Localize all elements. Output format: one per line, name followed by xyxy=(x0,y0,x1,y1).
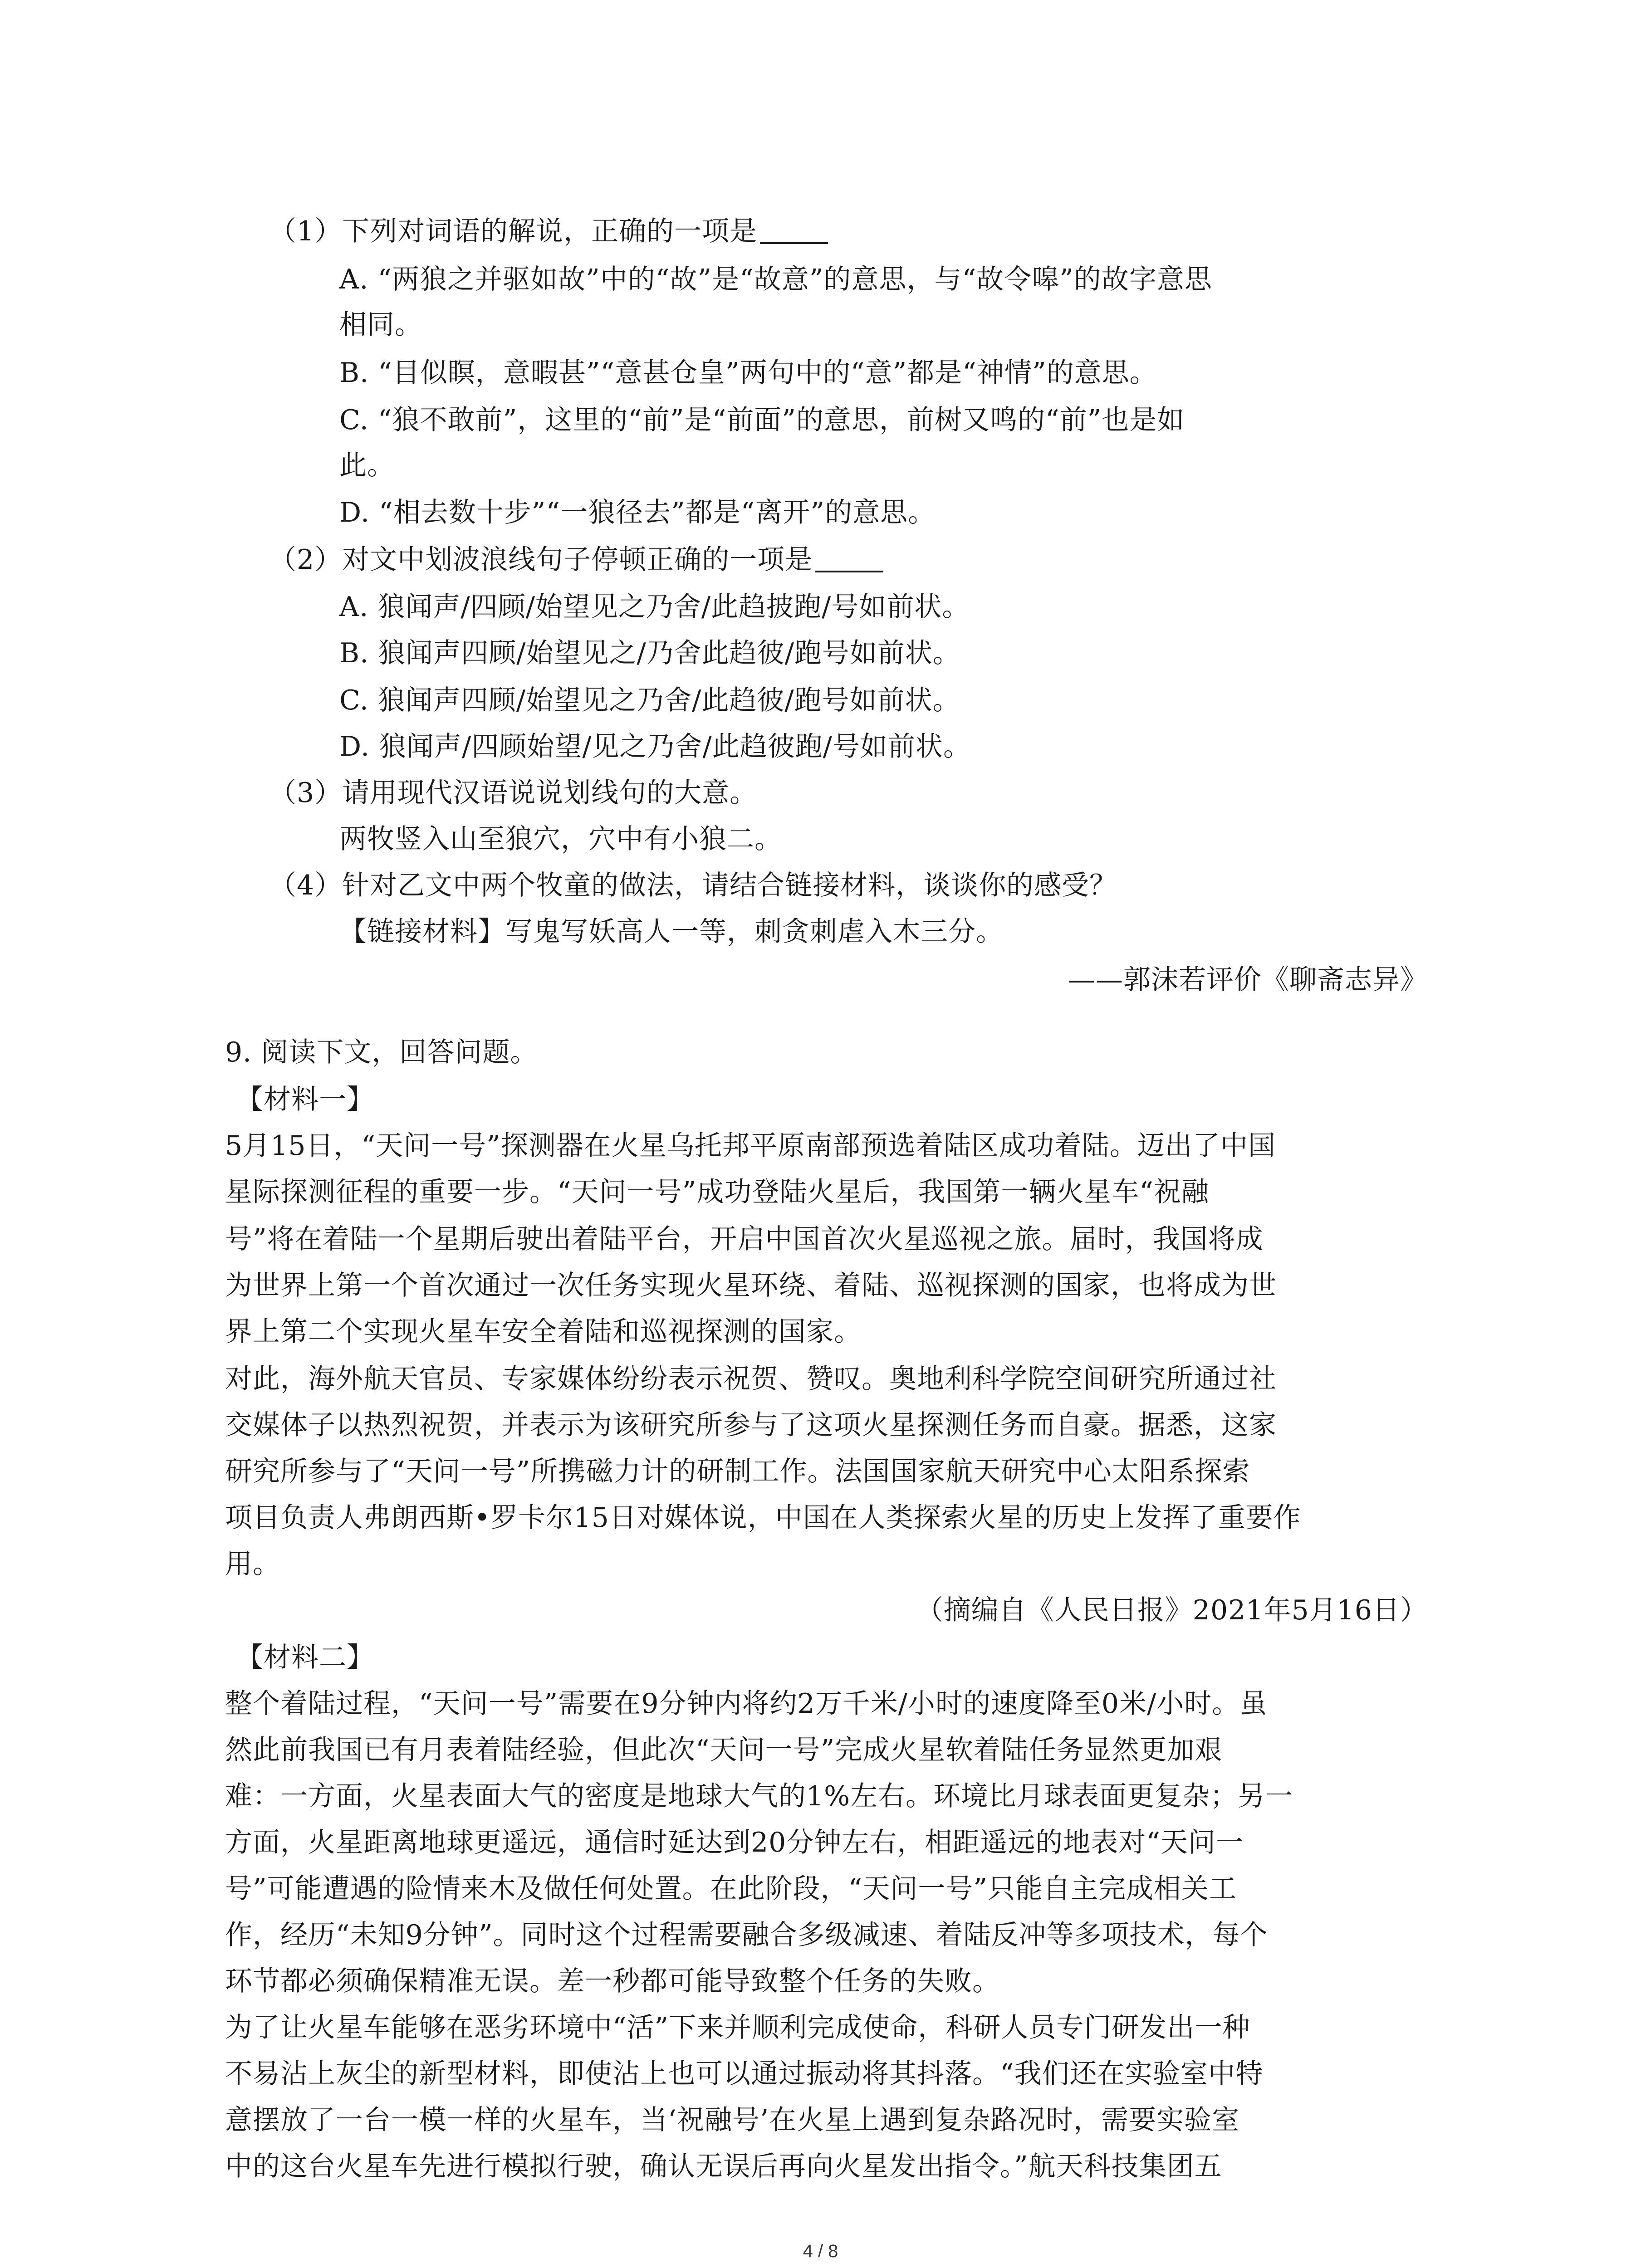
q3-sentence: 两牧竖入山至狼穴，穴中有小狼二。 xyxy=(339,823,782,855)
material-1-line: 号”将在着陆一个星期后驶出着陆平台，开启中国首次火星巡视之旅。届时，我国将成 xyxy=(225,1223,1264,1255)
material-1-line: 对此，海外航天官员、专家媒体纷纷表示祝贺、赞叹。奥地利科学院空间研究所通过社 xyxy=(225,1363,1277,1395)
q1-option-a: A. “两狼之并驱如故”中的“故”是“故意”的意思，与“故令嗥”的故字意思 xyxy=(339,264,1212,295)
material-1-line: 界上第二个实现火星车安全着陆和巡视探测的国家。 xyxy=(225,1316,862,1348)
material-1-line: 交媒体子以热烈祝贺，并表示为该研究所参与了这项火星探测任务而自豪。据悉，这家 xyxy=(225,1409,1277,1441)
material-2-line: 然此前我国已有月表着陆经验，但此次“天问一号”完成火星软着陆任务显然更加艰 xyxy=(225,1734,1223,1766)
q4-link-source: ——郭沫若评价《聊斋志异》 xyxy=(1068,964,1428,996)
material-1-label: 【材料一】 xyxy=(236,1084,374,1115)
material-2-line: 号”可能遭遇的险情来木及做任何处置。在此阶段，“天问一号”只能自主完成相关工 xyxy=(225,1873,1237,1905)
material-1-line: 5月15日，“天问一号”探测器在火星乌托邦平原南部预选着陆区成功着陆。迈出了中国 xyxy=(225,1130,1276,1162)
q1-option-d: D. “相去数十步”“一狼径去”都是“离开”的意思。 xyxy=(339,497,936,528)
q2-stem: （2）对文中划波浪线句子停顿正确的一项是 xyxy=(269,542,883,578)
answer-blank xyxy=(815,543,883,572)
q1-option-c-cont: 此。 xyxy=(339,450,395,481)
material-1-source: （摘编自《人民日报》2021年5月16日） xyxy=(916,1594,1428,1626)
q3-stem: （3）请用现代汉语说说划线句的大意。 xyxy=(269,777,758,809)
material-1-line: 为世界上第一个首次通过一次任务实现火星环绕、着陆、巡视探测的国家，也将成为世 xyxy=(225,1270,1277,1301)
q2-option-d: D. 狼闻声/四顾始望/见之乃舍/此趋彼跑/号如前状。 xyxy=(339,731,971,763)
q1-stem: （1）下列对词语的解说，正确的一项是 xyxy=(269,213,828,249)
material-2-line: 中的这台火星车先进行模拟行驶，确认无误后再向火星发出指令。”航天科技集团五 xyxy=(225,2151,1222,2182)
material-2-label: 【材料二】 xyxy=(236,1642,374,1673)
answer-blank xyxy=(760,215,828,244)
material-2-line: 方面，火星距离地球更遥远，通信时延达到20分钟左右，相距遥远的地表对“天问一 xyxy=(225,1827,1244,1858)
q1-option-a-cont: 相同。 xyxy=(339,309,422,341)
material-1-line: 研究所参与了“天问一号”所携磁力计的研制工作。法国国家航天研究中心太阳系探索 xyxy=(225,1456,1250,1487)
q1-option-b: B. “目似瞑，意暇甚”“意甚仓皇”两句中的“意”都是“神情”的意思。 xyxy=(339,357,1157,389)
q4-stem: （4）针对乙文中两个牧童的做法，请结合链接材料，谈谈你的感受？ xyxy=(269,870,1117,901)
material-2-line: 为了让火星车能够在恶劣环境中“活”下来并顺利完成使命，科研人员专门研发出一种 xyxy=(225,2012,1250,2043)
material-2-line: 难：一方面，火星表面大气的密度是地球大气的1%左右。环境比月球表面更复杂；另一 xyxy=(225,1780,1293,1812)
q9-stem: 9. 阅读下文，回答问题。 xyxy=(225,1036,538,1068)
material-2-line: 作，经历“未知9分钟”。同时这个过程需要融合多级减速、着陆反冲等多项技术，每个 xyxy=(225,1919,1268,1951)
material-1-line: 用。 xyxy=(225,1548,280,1580)
material-2-line: 不易沾上灰尘的新型材料，即使沾上也可以通过振动将其抖落。“我们还在实验室中特 xyxy=(225,2058,1264,2090)
material-2-line: 意摆放了一台一模一样的火星车，当‘祝融号’在火星上遇到复杂路况时，需要实验室 xyxy=(225,2104,1240,2136)
material-2-line: 整个着陆过程，“天问一号”需要在9分钟内将约2万千米/小时的速度降至0米/小时。虽 xyxy=(225,1688,1268,1720)
material-1-line: 星际探测征程的重要一步。“天问一号”成功登陆火星后，我国第一辆火星车“祝融 xyxy=(225,1176,1210,1208)
q2-option-c: C. 狼闻声四顾/始望见之乃舍/此趋彼/跑号如前状。 xyxy=(339,684,960,716)
q2-option-a: A. 狼闻声/四顾/始望见之乃舍/此趋披跑/号如前状。 xyxy=(339,591,970,623)
material-2-line: 环节都必须确保精准无误。差一秒都可能导致整个任务的失败。 xyxy=(225,1965,1000,1997)
material-1-line: 项目负责人弗朗西斯•罗卡尔15日对媒体说，中国在人类探索火星的历史上发挥了重要作 xyxy=(225,1502,1301,1534)
q2-option-b: B. 狼闻声四顾/始望见之/乃舍此趋彼/跑号如前状。 xyxy=(339,637,960,669)
page-number: 4 / 8 xyxy=(803,2241,838,2261)
q4-link-material: 【链接材料】写鬼写妖高人一等，刺贪刺虐入木三分。 xyxy=(339,916,1004,948)
q1-option-c: C. “狼不敢前”，这里的“前”是“前面”的意思，前树又鸣的“前”也是如 xyxy=(339,404,1185,436)
